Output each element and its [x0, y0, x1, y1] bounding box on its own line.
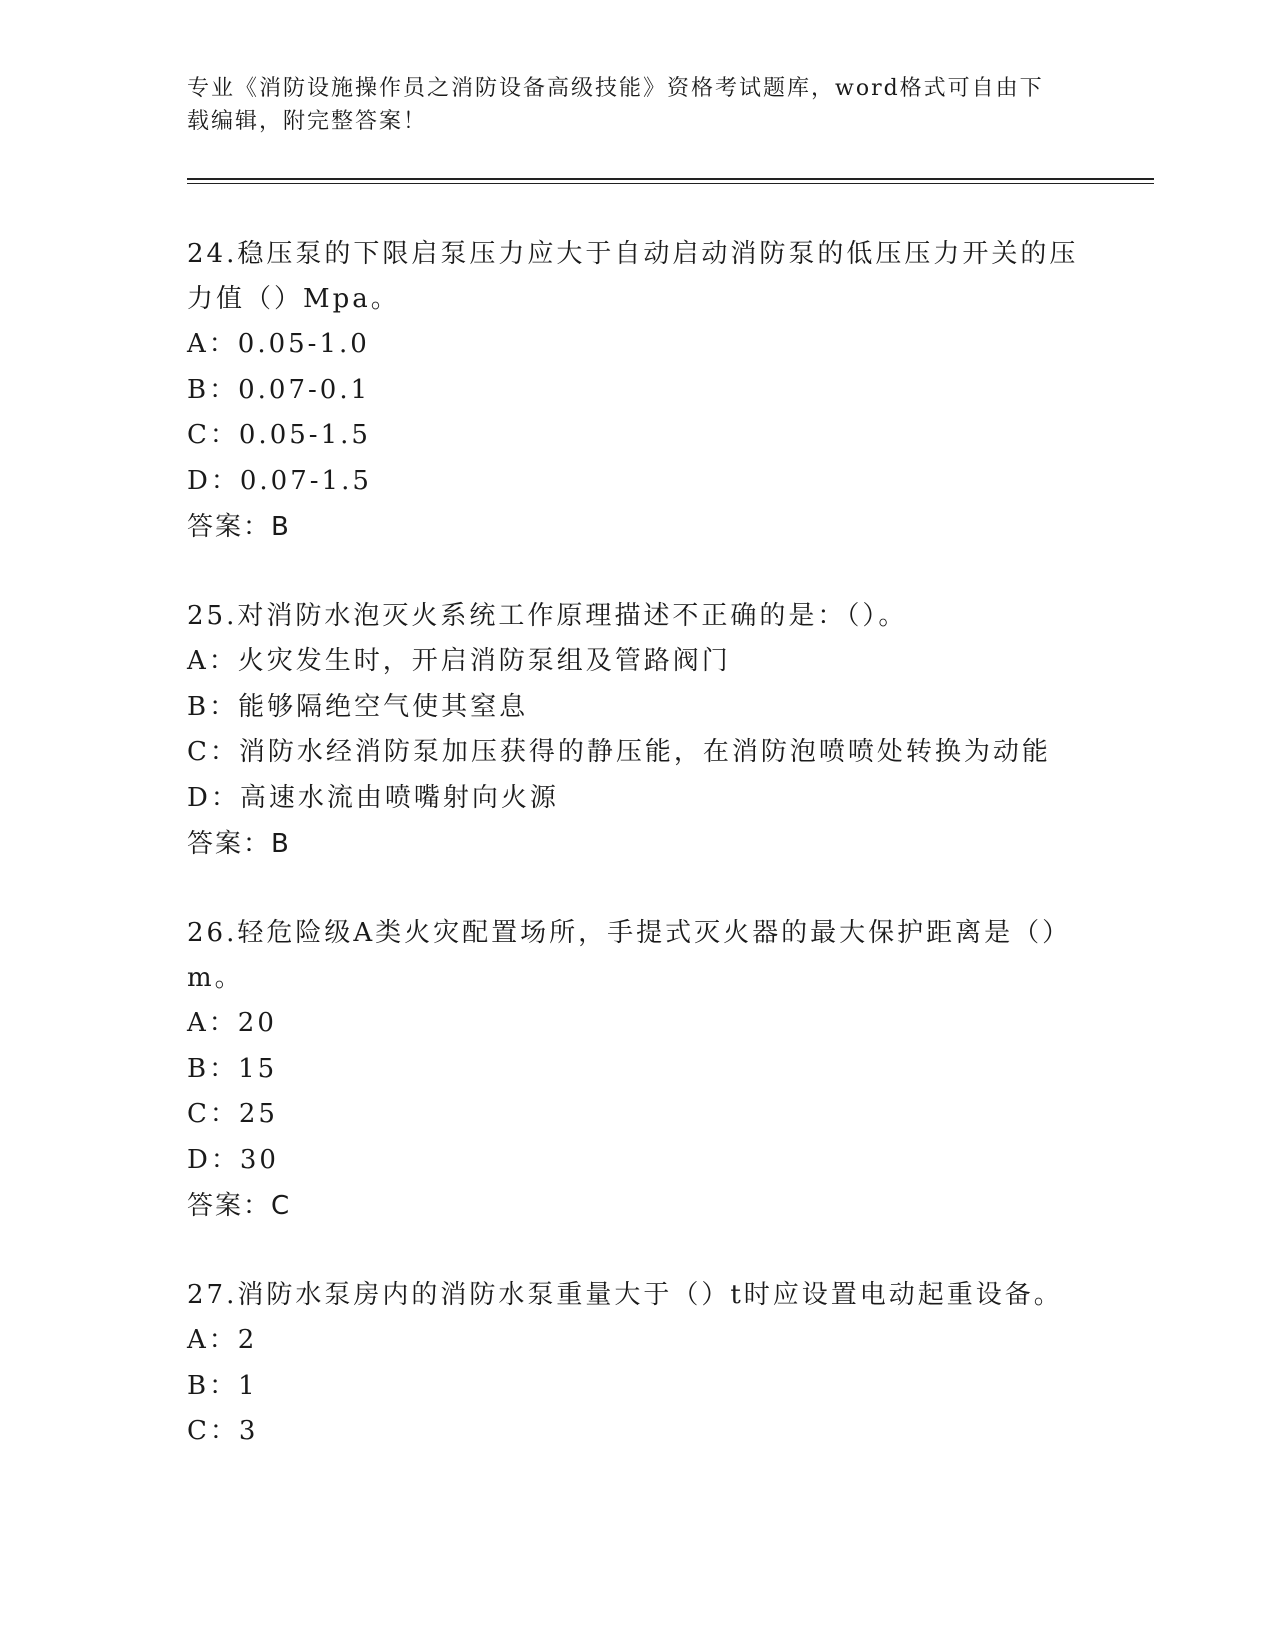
answer-label: 答案：B — [187, 829, 291, 859]
header-divider-thin — [187, 183, 1154, 184]
option-b: B：1 — [187, 1370, 258, 1401]
option-a: A：20 — [187, 1008, 277, 1038]
answer-label: 答案：B — [187, 512, 291, 542]
question-25 — [187, 594, 1087, 867]
question-stem: 25.对消防水泡灭火系统工作原理描述不正确的是：（）。 — [187, 601, 908, 631]
question-stem: 26.轻危险级A类火灾配置场所，手提式灭火器的最大保护距离是（）m。 — [187, 918, 1072, 993]
document-header: 专业《消防设施操作员之消防设备高级技能》资格考试题库，word格式可自由下载编辑，附完整答案！ — [187, 76, 1044, 134]
question-24 — [187, 232, 1087, 550]
option-b: B：15 — [187, 1053, 278, 1084]
option-b: B：能够隔绝空气使其窒息 — [187, 691, 529, 722]
option-a: A：2 — [187, 1325, 258, 1355]
option-b: B：0.07-0.1 — [187, 374, 371, 405]
option-c: C：25 — [187, 1099, 278, 1129]
option-c: C：3 — [187, 1416, 259, 1446]
header-divider-thick — [187, 178, 1154, 180]
option-d: D：0.07-1.5 — [187, 465, 372, 496]
option-a: A：火灾发生时，开启消防泵组及管路阀门 — [187, 646, 731, 676]
question-stem: 27.消防水泵房内的消防水泵重量大于（）t时应设置电动起重设备。 — [187, 1280, 1063, 1310]
option-a: A：0.05-1.0 — [187, 329, 370, 359]
option-d: D：30 — [187, 1144, 279, 1175]
option-d: D：高速水流由喷嘴射向火源 — [187, 782, 559, 813]
option-c: C：消防水经消防泵加压获得的静压能，在消防泡喷喷处转换为动能 — [187, 737, 1051, 767]
answer-label: 答案：C — [187, 1191, 292, 1221]
question-27 — [187, 1273, 1087, 1455]
question-stem: 24.稳压泵的下限启泵压力应大于自动启动消防泵的低压压力开关的压力值（）Mpa。 — [187, 239, 1079, 314]
question-list — [187, 232, 1087, 1499]
option-c: C：0.05-1.5 — [187, 420, 371, 450]
question-26 — [187, 911, 1087, 1229]
